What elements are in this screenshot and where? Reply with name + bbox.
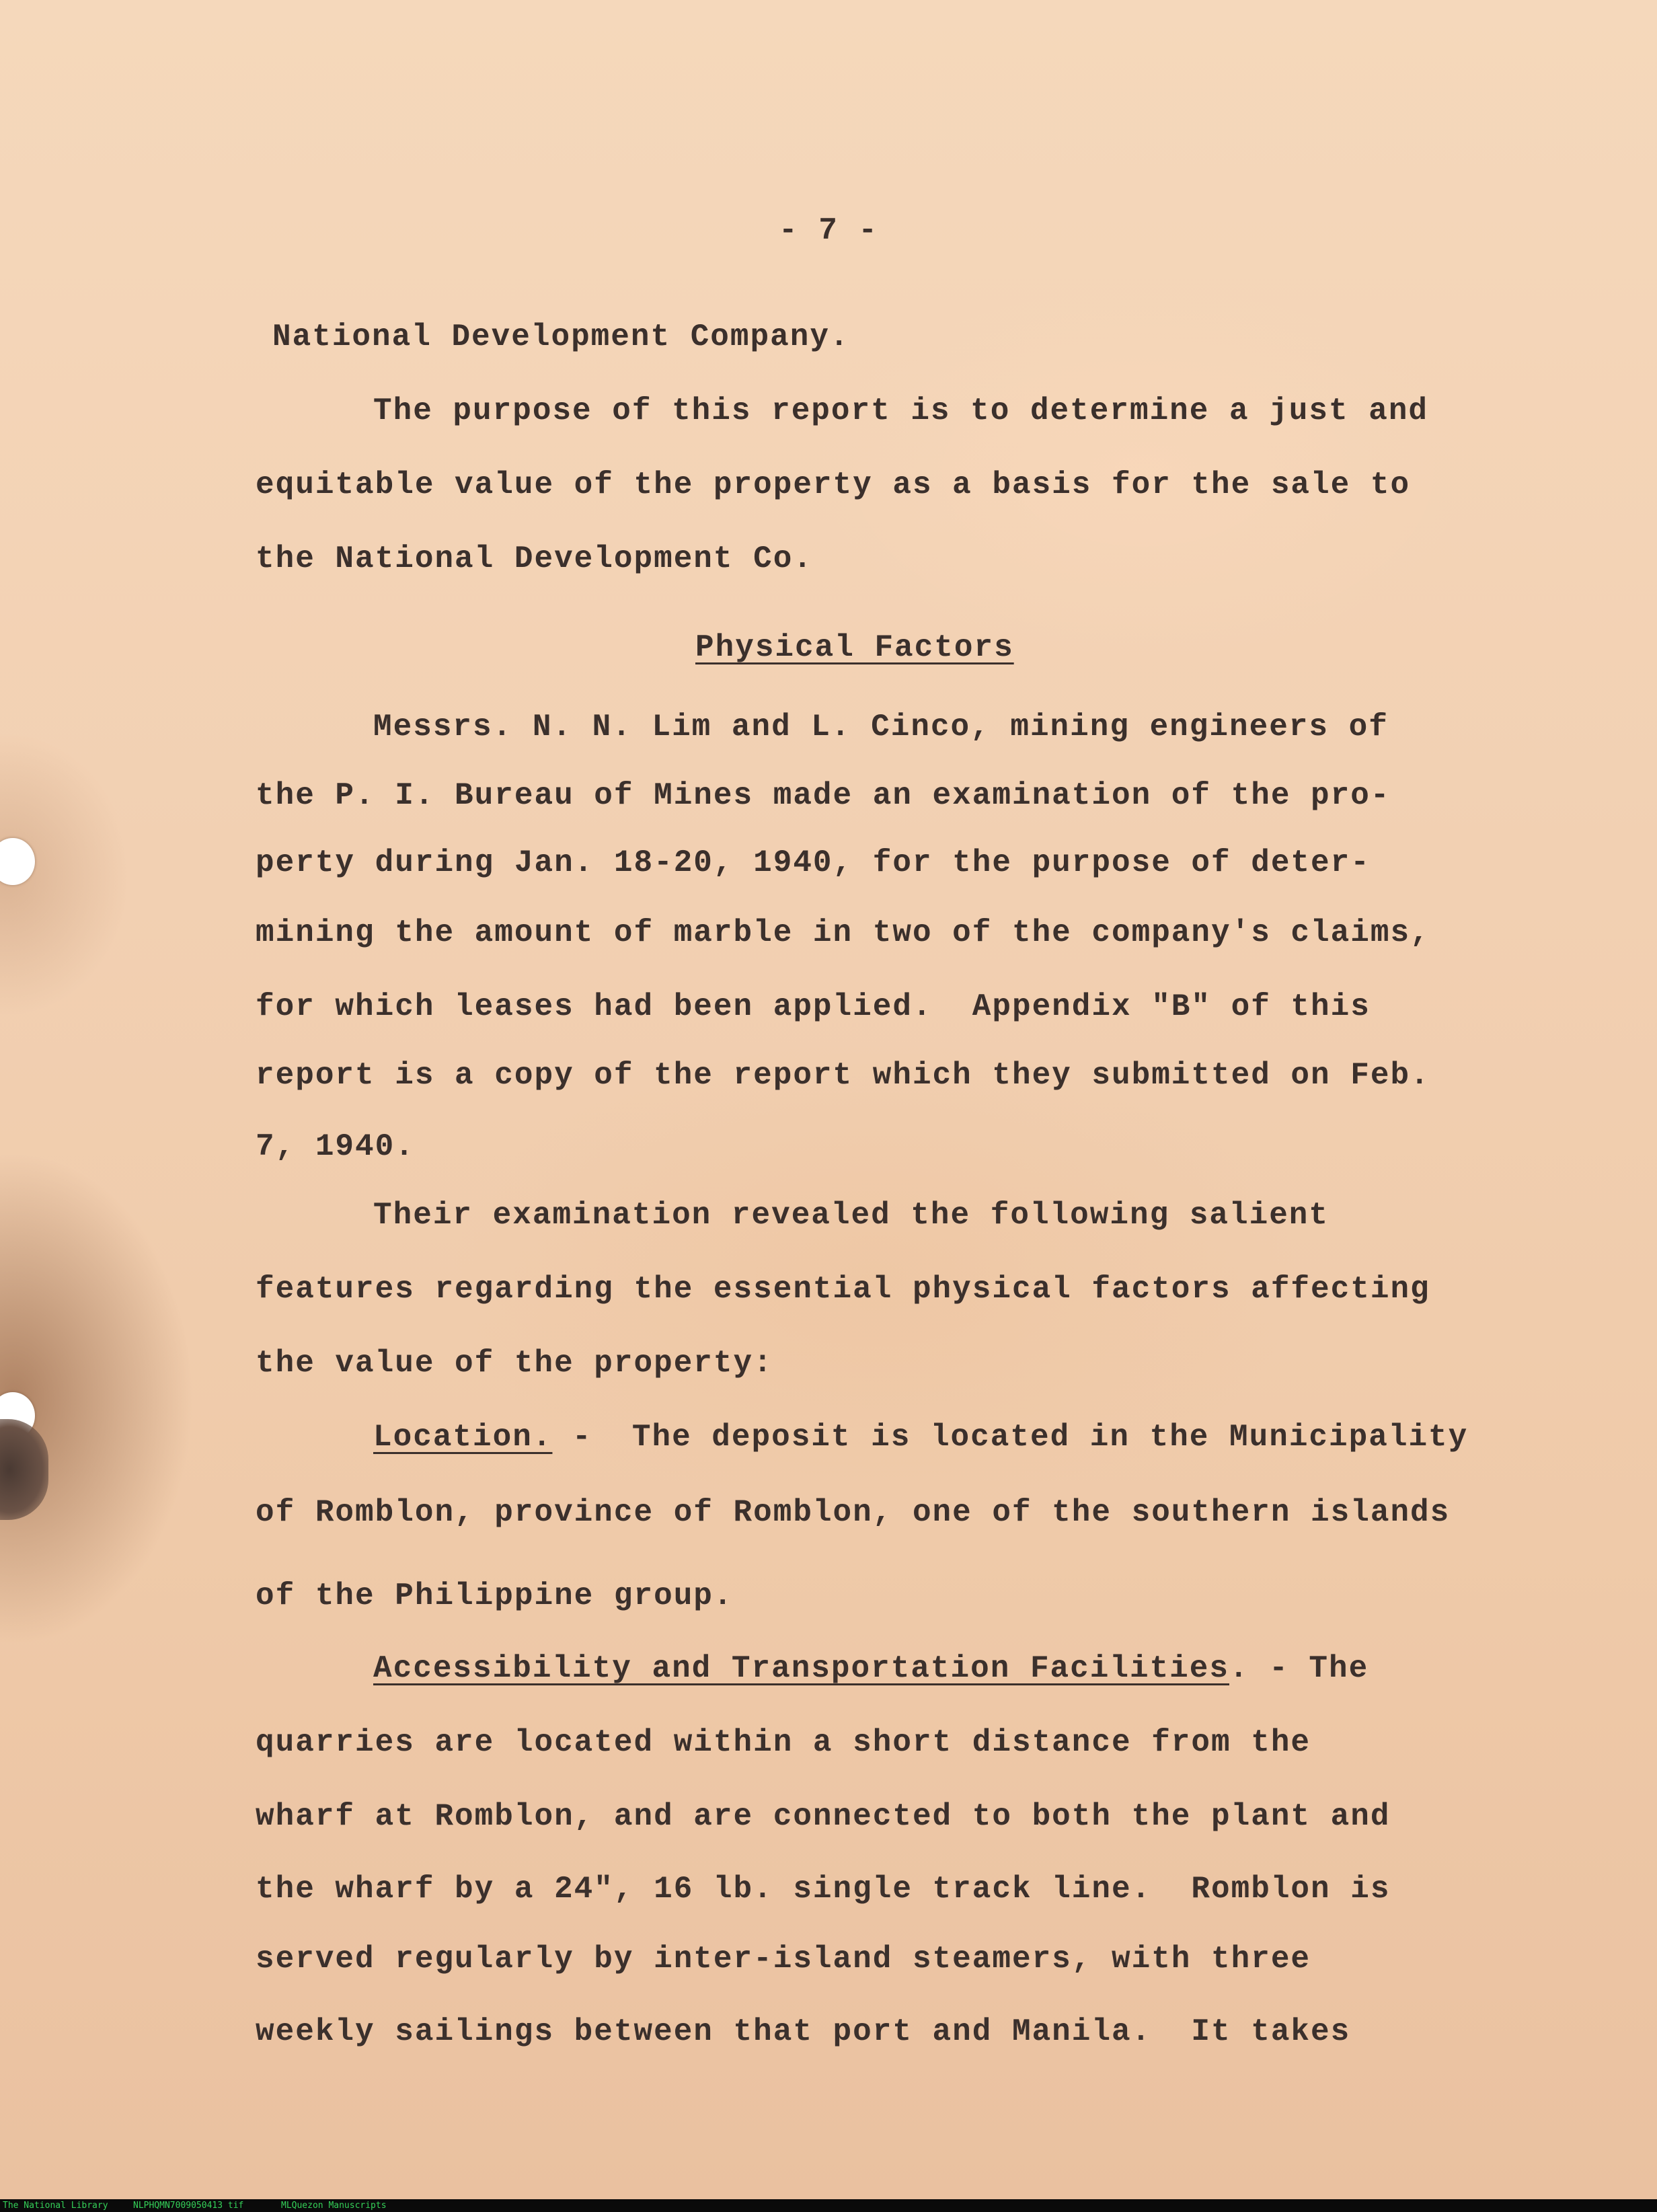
page-number: - 7 - <box>779 213 879 248</box>
text-line: The purpose of this report is to determine a just and <box>373 393 1429 428</box>
text-line: wharf at Romblon, and are connected to both the plant and <box>256 1799 1391 1834</box>
text-line: 7, 1940. <box>256 1129 415 1164</box>
text-line: weekly sailings between that port and Manila. It takes <box>256 2014 1351 2049</box>
footer-file: NLPHQMN7009050413 tif <box>133 2201 244 2211</box>
section-heading: Physical Factors <box>695 630 1014 665</box>
text-line: the National Development Co. <box>256 541 813 576</box>
text-line: perty during Jan. 18-20, 1940, for the purpose of deter- <box>256 845 1371 880</box>
location-text: - The deposit is located in the Municipality <box>552 1420 1469 1455</box>
access-paragraph <box>373 1653 1369 1684</box>
access-text: . - The <box>1229 1651 1369 1686</box>
text-line: Their examination revealed the following salient <box>373 1198 1330 1233</box>
punch-hole <box>0 838 35 885</box>
text-line: the P. I. Bureau of Mines made an examination of the pro- <box>256 778 1391 813</box>
text-line: Messrs. N. N. Lim and L. Cinco, mining engineers of <box>373 710 1389 745</box>
text-line: equitable value of the property as a basis for the sale to <box>256 467 1411 502</box>
text-line: features regarding the essential physical factors affecting <box>256 1272 1430 1307</box>
text-line: National Development Company. <box>272 319 850 354</box>
text-line: report is a copy of the report which they submitted on Feb. <box>256 1058 1430 1093</box>
text-line: of the Philippine group. <box>256 1578 734 1613</box>
access-heading: Accessibility and Transportation Facilities <box>373 1651 1229 1686</box>
location-heading: Location. <box>373 1420 553 1455</box>
text-line: mining the amount of marble in two of the company's claims, <box>256 915 1430 950</box>
footer-collection: MLQuezon Manuscripts <box>281 2201 387 2211</box>
text-line: for which leases had been applied. Appendix "B" of this <box>256 989 1371 1024</box>
text-line: the wharf by a 24", 16 lb. single track line. Romblon is <box>256 1872 1391 1907</box>
footer-library: The National Library <box>3 2201 108 2211</box>
text-line: served regularly by inter-island steamers, with three <box>256 1942 1311 1977</box>
ink-stain <box>0 1419 48 1520</box>
scan-footer <box>0 2199 1657 2212</box>
text-line: the value of the property: <box>256 1346 773 1381</box>
text-line: quarries are located within a short distance from the <box>256 1725 1311 1760</box>
location-paragraph <box>373 1422 1468 1453</box>
text-line: of Romblon, province of Romblon, one of the southern islands <box>256 1495 1451 1530</box>
